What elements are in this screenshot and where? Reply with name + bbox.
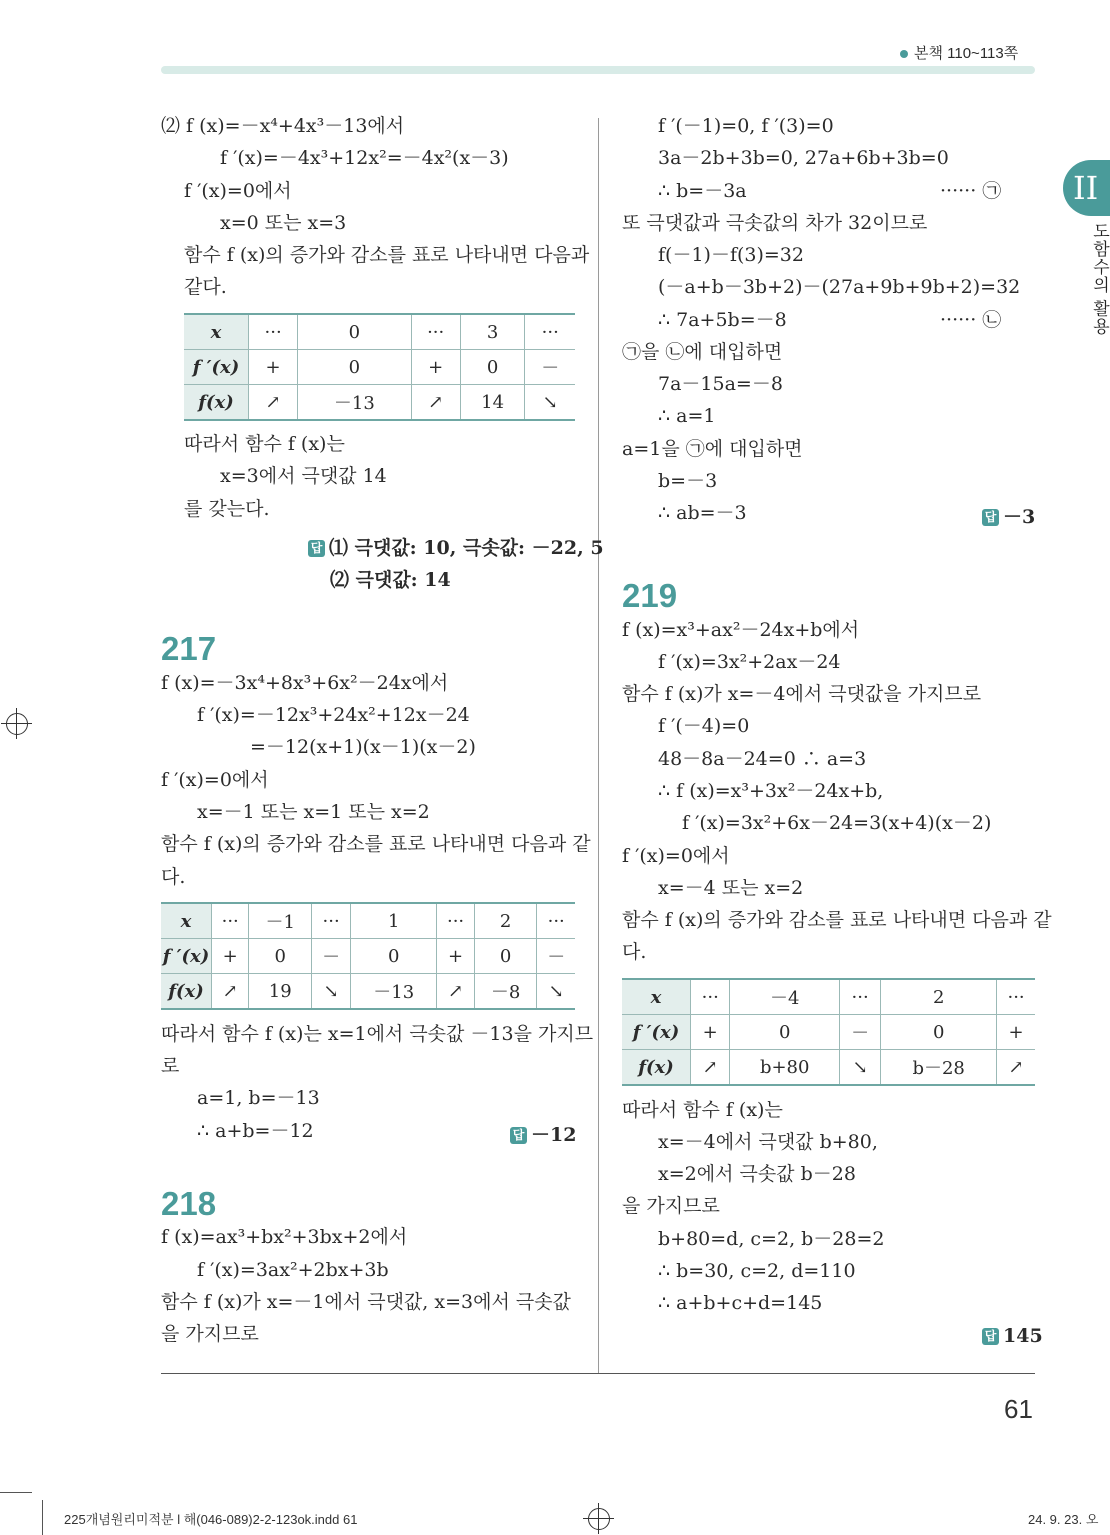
text-line: 48－8a－24=0 ∴ a=3 xyxy=(658,748,867,770)
answer-text: 145 xyxy=(1003,1325,1043,1347)
text-line: a=1을 ㉠에 대입하면 xyxy=(622,438,803,460)
table-cell: ··· xyxy=(525,314,575,350)
table-cell: + xyxy=(249,350,298,385)
text-line: f ′(－1)=0, f ′(3)=0 xyxy=(658,115,834,137)
text-line: 또 극댓값과 극솟값의 차가 32이므로 xyxy=(622,212,928,234)
text-line: ㉠을 ㉡에 대입하면 xyxy=(622,341,783,363)
table-cell: － xyxy=(537,939,575,974)
text-line: =－12(x+1)(x－1)(x－2) xyxy=(250,736,476,758)
table-cell: －8 xyxy=(474,974,537,1010)
answer-text: －3 xyxy=(1003,506,1036,528)
text-line: 다. xyxy=(622,941,647,963)
table-cell: 0 xyxy=(249,939,312,974)
text-line: a=1, b=－13 xyxy=(197,1087,320,1109)
table-cell: ↗ xyxy=(212,974,249,1010)
crop-mark xyxy=(42,1500,43,1535)
table-cell: 2 xyxy=(474,903,537,939)
text-line: ∴ a+b+c+d=145 xyxy=(658,1292,823,1314)
text-line: f ′(－4)=0 xyxy=(658,715,750,737)
table-cell: b+80 xyxy=(730,1050,840,1086)
text-line: f ′(x)=3x²+2ax－24 xyxy=(658,651,841,673)
answer-218 xyxy=(982,502,1035,529)
table-cell: 14 xyxy=(460,385,525,421)
table-cell: 0 xyxy=(881,1015,997,1050)
table-cell: 2 xyxy=(881,979,997,1015)
text-line: x=－4 또는 x=2 xyxy=(658,877,804,899)
text-line: 따라서 함수 f (x)는 xyxy=(184,433,345,455)
problem-number: 219 xyxy=(622,577,678,614)
table-cell: ··· xyxy=(249,314,298,350)
table-cell: ··· xyxy=(437,903,474,939)
text-line: 함수 f (x)의 증가와 감소를 표로 나타내면 다음과 xyxy=(184,244,590,266)
registration-mark-icon xyxy=(6,713,28,735)
text-line: f(－1)－f(3)=32 xyxy=(658,244,804,266)
text-line: f ′(x)=0에서 xyxy=(161,769,269,791)
text-line: x=－1 또는 x=1 또는 x=2 xyxy=(197,801,430,823)
table-cell: 0 xyxy=(351,939,437,974)
table-cell: ↗ xyxy=(437,974,474,1010)
table-cell: + xyxy=(997,1015,1035,1050)
text-line: ······ ㉠ xyxy=(940,180,1002,202)
table-cell: ↗ xyxy=(997,1050,1035,1086)
table-cell: －1 xyxy=(249,903,312,939)
table-cell: －13 xyxy=(351,974,437,1010)
page-number: 61 xyxy=(1004,1394,1033,1424)
text-line: (－a+b－3b+2)－(27a+9b+9b+2)=32 xyxy=(658,276,1021,298)
table-cell: f ′(x) xyxy=(622,1015,691,1050)
table-cell: ↘ xyxy=(525,385,575,421)
table-cell: ··· xyxy=(537,903,575,939)
table-cell: x xyxy=(184,314,249,350)
table-cell: －4 xyxy=(730,979,840,1015)
table-cell: 3 xyxy=(460,314,525,350)
table-cell: 19 xyxy=(249,974,312,1010)
text-line: 3a－2b+3b=0, 27a+6b+3b=0 xyxy=(658,147,949,169)
bullet-icon xyxy=(900,50,908,58)
problem-number: 218 xyxy=(161,1185,217,1222)
variation-table-217 xyxy=(161,902,575,1010)
text-line: 함수 f (x)가 x=－4에서 극댓값을 가지므로 xyxy=(622,683,982,705)
table-cell: x xyxy=(622,979,691,1015)
chapter-title: 도함수의 활용 xyxy=(1090,222,1109,336)
text-line: f (x)=ax³+bx²+3bx+2에서 xyxy=(161,1226,408,1248)
bottom-rule xyxy=(161,1373,1035,1374)
table-cell: f(x) xyxy=(622,1050,691,1086)
text-line: f ′(x)=3x²+6x－24=3(x+4)(x－2) xyxy=(682,812,992,834)
answer-tag-icon: 답 xyxy=(308,540,325,557)
top-bar xyxy=(161,66,1035,74)
text-line: 로 xyxy=(161,1055,180,1077)
table-cell: f(x) xyxy=(184,385,249,421)
text-line: 따라서 함수 f (x)는 x=1에서 극솟값 －13을 가지므 xyxy=(161,1023,594,1045)
text-line: 을 가지므로 xyxy=(622,1195,720,1217)
registration-mark-icon xyxy=(588,1508,610,1530)
table-cell: f ′(x) xyxy=(161,939,212,974)
table-cell: － xyxy=(525,350,575,385)
table-cell: ↘ xyxy=(537,974,575,1010)
text-line: ∴ ab=－3 xyxy=(658,502,747,524)
table-cell: f ′(x) xyxy=(184,350,249,385)
text-line: x=0 또는 x=3 xyxy=(220,212,347,234)
answer-text: －12 xyxy=(531,1124,577,1146)
table-cell: － xyxy=(312,939,351,974)
table-cell: b－28 xyxy=(881,1050,997,1086)
text-line: 같다. xyxy=(184,276,227,298)
text-line: 다. xyxy=(161,866,186,888)
table-cell: f(x) xyxy=(161,974,212,1010)
text-line: f ′(x)=3ax²+2bx+3b xyxy=(197,1259,389,1281)
table-cell: + xyxy=(212,939,249,974)
header-text: 본책 110~113쪽 xyxy=(914,45,1019,62)
text-line: ⑵ f (x)=－x⁴+4x³－13에서 xyxy=(161,115,405,137)
table-cell: ··· xyxy=(411,314,460,350)
table-cell: 0 xyxy=(474,939,537,974)
text-line: ∴ a=1 xyxy=(658,405,716,427)
table-cell: －13 xyxy=(298,385,411,421)
text-line: f ′(x)=0에서 xyxy=(184,180,292,202)
footer-file-info: 225개념원리미적분 l 해(046-089)2-2-123ok.indd 61 xyxy=(64,1512,358,1527)
table-cell: － xyxy=(840,1015,881,1050)
text-line: ∴ f (x)=x³+3x²－24x+b, xyxy=(658,780,884,802)
table-cell: 0 xyxy=(298,350,411,385)
answer-216 xyxy=(308,533,604,560)
problem-number: 217 xyxy=(161,630,217,667)
text-line: x=－4에서 극댓값 b+80, xyxy=(658,1131,878,1153)
text-line: x=2에서 극솟값 b－28 xyxy=(658,1163,856,1185)
crop-mark xyxy=(0,1492,32,1493)
footer-date: 24. 9. 23. 오 xyxy=(1028,1512,1099,1527)
text-line: 함수 f (x)가 x=－1에서 극댓값, x=3에서 극솟값 xyxy=(161,1291,571,1313)
column-divider xyxy=(598,118,599,1373)
table-cell: + xyxy=(411,350,460,385)
text-line: b=－3 xyxy=(658,470,718,492)
text-line: f (x)=－3x⁴+8x³+6x²－24x에서 xyxy=(161,672,449,694)
table-cell: ··· xyxy=(840,979,881,1015)
text-line: 를 갖는다. xyxy=(184,498,270,520)
table-cell: 0 xyxy=(298,314,411,350)
table-cell: 1 xyxy=(351,903,437,939)
answer-tag-icon: 답 xyxy=(510,1127,527,1144)
text-line: ∴ b=30, c=2, d=110 xyxy=(658,1260,856,1282)
table-cell: ··· xyxy=(312,903,351,939)
text-line: ∴ b=－3a xyxy=(658,180,747,202)
answer-text: ⑴ 극댓값: 10, 극솟값: －22, 5 xyxy=(329,537,604,559)
text-line: b+80=d, c=2, b－28=2 xyxy=(658,1228,885,1250)
text-line: x=3에서 극댓값 14 xyxy=(220,465,387,487)
table-cell: ↗ xyxy=(249,385,298,421)
table-cell: ··· xyxy=(997,979,1035,1015)
text-line: f ′(x)=0에서 xyxy=(622,845,730,867)
text-line: f ′(x)=－12x³+24x²+12x－24 xyxy=(197,704,470,726)
table-cell: ↘ xyxy=(312,974,351,1010)
variation-table-219 xyxy=(622,978,1035,1086)
chapter-tab xyxy=(1063,160,1110,216)
answer-217 xyxy=(510,1120,576,1147)
page-header xyxy=(900,42,1018,63)
table-cell: ↗ xyxy=(691,1050,730,1086)
text-line: 따라서 함수 f (x)는 xyxy=(622,1099,783,1121)
text-line: 함수 f (x)의 증가와 감소를 표로 나타내면 다음과 같 xyxy=(161,833,591,855)
text-line: f (x)=x³+ax²－24x+b에서 xyxy=(622,619,860,641)
text-line: f ′(x)=－4x³+12x²=－4x²(x－3) xyxy=(220,147,509,169)
table-cell: x xyxy=(161,903,212,939)
table-cell: + xyxy=(437,939,474,974)
table-cell: 0 xyxy=(460,350,525,385)
table-cell: ··· xyxy=(691,979,730,1015)
table-cell: ··· xyxy=(212,903,249,939)
table-cell: 0 xyxy=(730,1015,840,1050)
table-cell: ↘ xyxy=(840,1050,881,1086)
table-cell: + xyxy=(691,1015,730,1050)
answer-tag-icon: 답 xyxy=(982,1328,999,1345)
text-line: ∴ a+b=－12 xyxy=(197,1120,314,1142)
variation-table-216 xyxy=(184,313,575,421)
table-cell: ↗ xyxy=(411,385,460,421)
text-line: 7a－15a=－8 xyxy=(658,373,783,395)
text-line: 함수 f (x)의 증가와 감소를 표로 나타내면 다음과 같 xyxy=(622,909,1052,931)
answer-216-2: ⑵ 극댓값: 14 xyxy=(330,569,451,591)
text-line: 을 가지므로 xyxy=(161,1323,259,1345)
text-line: ······ ㉡ xyxy=(940,309,1002,331)
chapter-numeral: II xyxy=(1073,169,1099,207)
answer-tag-icon: 답 xyxy=(982,509,999,526)
text-line: ∴ 7a+5b=－8 xyxy=(658,309,787,331)
answer-219 xyxy=(982,1325,1043,1347)
